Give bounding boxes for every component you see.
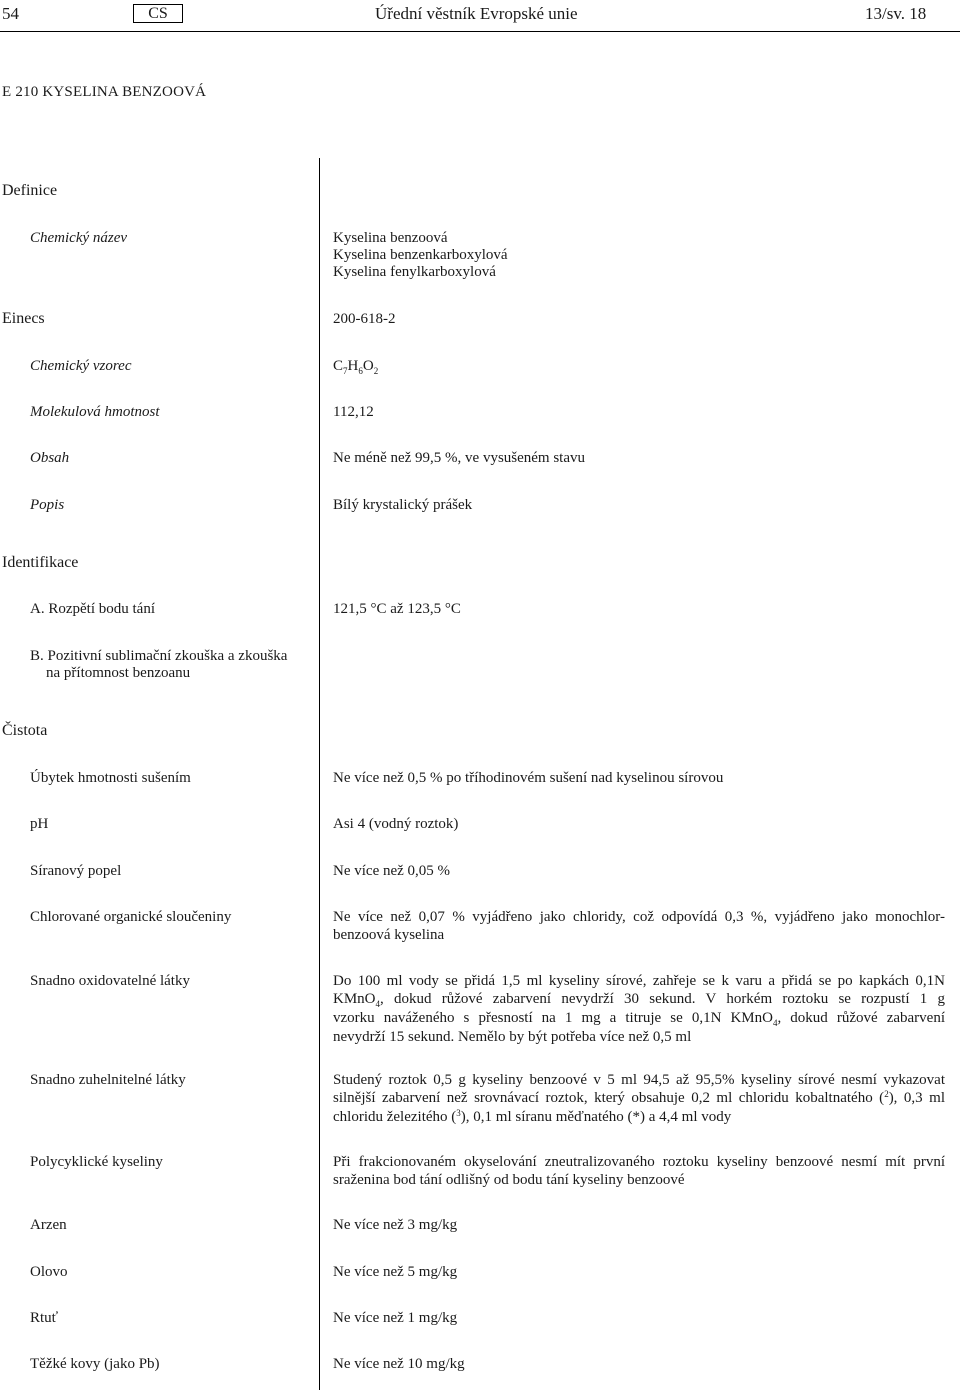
sulfated-ash-label: Síranový popel xyxy=(30,863,122,879)
melting-range-label: A. Rozpětí bodu tání xyxy=(30,601,155,617)
heavy-metals-label: Těžké kovy (jako Pb) xyxy=(30,1356,160,1372)
chem-name-3: Kyselina fenylkarboxylová xyxy=(333,264,496,280)
arsenic-value: Ne více než 3 mg/kg xyxy=(333,1217,458,1233)
lead-value: Ne více než 5 mg/kg xyxy=(333,1264,458,1280)
column-divider xyxy=(319,158,320,1390)
mol-weight-value: 112,12 xyxy=(333,404,374,420)
volume-number: 13/sv. 18 xyxy=(865,4,927,23)
carbonizable-substances-value: Studený roztok 0,5 g kyseliny benzoové v 5 ml 94,5 až 95,5% kyseliny sírové nesmí vykazovat silnější zabarvení než srovnávací roztok, který obsahuje 0,2 ml chloridu kobaltnatého ($^2$), 0,3 ml chloridu železitého ($^3$), 0,1 ml síranu měďnatého (*) a 4,4 ml vody xyxy=(333,1072,945,1125)
ph-label: pH xyxy=(30,816,49,832)
polycyclic-acids-value: Při frakcionovaném okyselování zneutralizovaného roztoku kyseliny benzoové nesmí mít první sraženina bod tání odlišný od bodu tání kyseliny benzoové xyxy=(333,1154,945,1188)
loss-on-drying-value: Ne více než 0,5 % po tříhodinovém sušení nad kyselinou sírovou xyxy=(333,770,724,786)
formula-label: Chemický vzorec xyxy=(30,358,132,374)
oxidizable-substances-label: Snadno oxidovatelné látky xyxy=(30,973,190,989)
oxidizable-substances-value: Do 100 ml vody se přidá 1,5 ml kyseliny sírové, zahřeje se k varu a přidá se po kapkách 0,1N KMnO$_4$, dokud růžové zabarvení nevydrží 30 sekund. V horkém roztoku se rozpustí 1 g vzorku naváženého s přesností na 1 mg a titruje se 0,1N KMnO$_4$, dokud růžové zabarvení nevydrží 15 sekund. Nemělo by být potřeba více než 0,5 ml xyxy=(333,973,945,1045)
polycyclic-acids-label: Polycyklické kyseliny xyxy=(30,1154,163,1170)
section-heading-cistota: Čistota xyxy=(2,722,48,739)
melting-range-value: 121,5 °C až 123,5 °C xyxy=(333,601,461,617)
chem-name-1: Kyselina benzoová xyxy=(333,230,448,246)
language-badge: CS xyxy=(133,4,183,23)
ph-value: Asi 4 (vodný roztok) xyxy=(333,816,459,832)
heavy-metals-value: Ne více než 10 mg/kg xyxy=(333,1356,465,1372)
mercury-value: Ne více než 1 mg/kg xyxy=(333,1310,458,1326)
loss-on-drying-label: Úbytek hmotnosti sušením xyxy=(30,770,191,786)
einecs-value: 200-618-2 xyxy=(333,311,396,327)
description-value: Bílý krystalický prášek xyxy=(333,497,473,513)
formula-value: $C_7H_6O_2$ xyxy=(333,358,379,376)
chlorinated-compounds-value: Ne více než 0,07 % vyjádřeno jako chloridy, což odpovídá 0,3 %, vyjádřeno jako monochlor- benzoová kyselina xyxy=(333,909,945,943)
sublimation-test-label-2: na přítomnost benzoanu xyxy=(46,665,191,681)
chem-name-label: Chemický název xyxy=(30,230,128,246)
journal-title: Úřední věstník Evropské unie xyxy=(375,4,578,23)
chlorinated-compounds-label: Chlorované organické sloučeniny xyxy=(30,909,232,925)
lead-label: Olovo xyxy=(30,1264,68,1280)
chem-name-2: Kyselina benzenkarboxylová xyxy=(333,247,508,263)
assay-label: Obsah xyxy=(30,450,70,466)
assay-value: Ne méně než 99,5 %, ve vysušeném stavu xyxy=(333,450,586,466)
arsenic-label: Arzen xyxy=(30,1217,67,1233)
sublimation-test-label-1: B. Pozitivní sublimační zkouška a zkouška xyxy=(30,648,288,664)
einecs-label: Einecs xyxy=(2,310,45,327)
mol-weight-label: Molekulová hmotnost xyxy=(30,404,160,420)
section-heading-identifikace: Identifikace xyxy=(2,554,79,571)
header-rule xyxy=(0,31,960,32)
document-title: E 210 KYSELINA BENZOOVÁ xyxy=(2,84,207,100)
description-label: Popis xyxy=(30,497,65,513)
mercury-label: Rtuť xyxy=(30,1310,59,1326)
sulfated-ash-value: Ne více než 0,05 % xyxy=(333,863,451,879)
page-number: 54 xyxy=(2,4,19,23)
carbonizable-substances-label: Snadno zuhelnitelné látky xyxy=(30,1072,186,1088)
section-heading-definice: Definice xyxy=(2,182,58,199)
